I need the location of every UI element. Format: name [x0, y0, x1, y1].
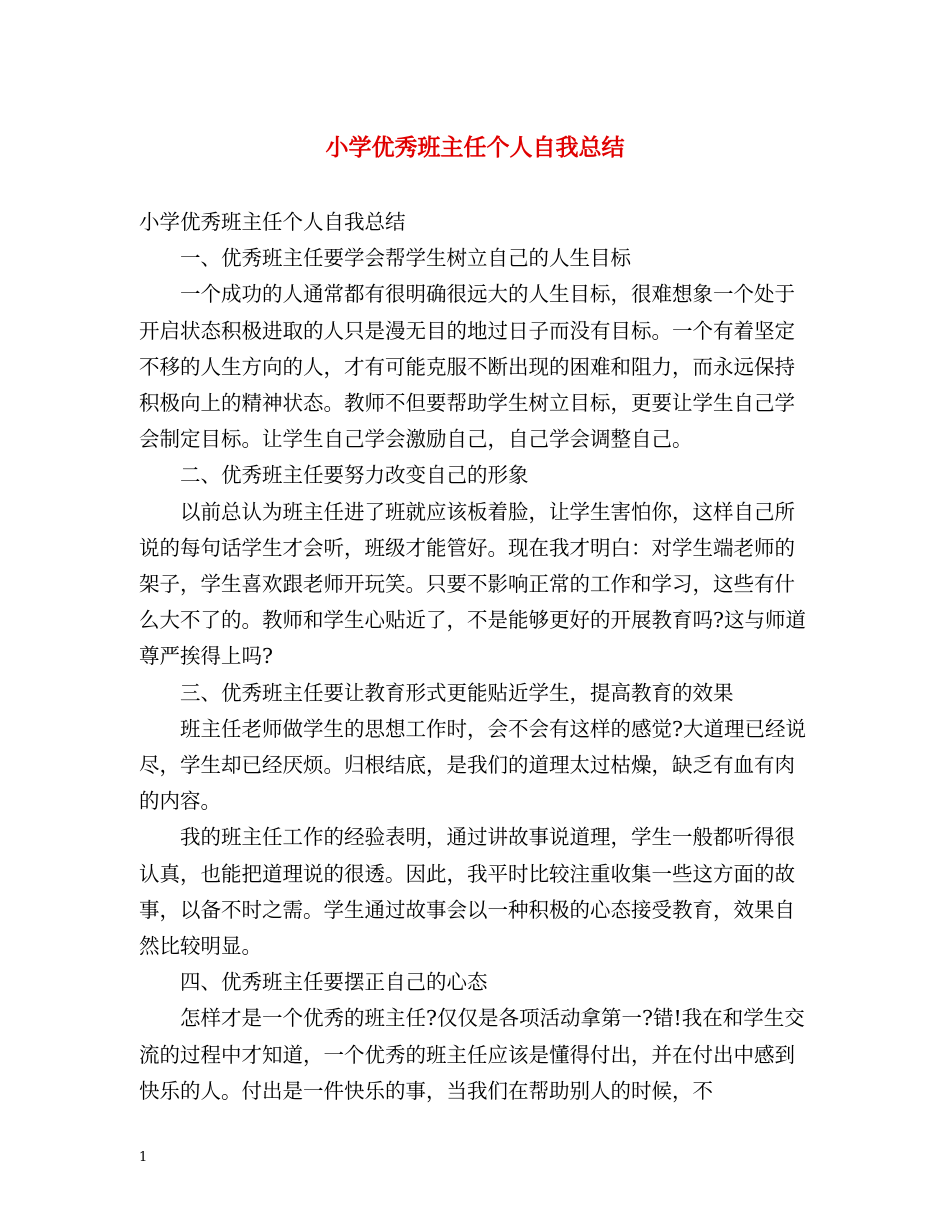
page-title: 小学优秀班主任个人自我总结	[325, 134, 625, 161]
document-body	[139, 204, 815, 1109]
paragraph: 怎样才是一个优秀的班主任?仅仅是各项活动拿第一?错!我在和学生交流的过程中才知道，一个优秀的班主任应该是懂得付出，并在付出中感到快乐的人。付出是一件快乐的事，当我们在帮助别人的时候，不	[139, 1006, 805, 1103]
paragraph: 以前总认为班主任进了班就应该板着脸，让学生害怕你，这样自己所说的每句话学生才会听，班级才能管好。现在我才明白：对学生端老师的架子，学生喜欢跟老师开玩笑。只要不影响正常的工作和学习，这些有什么大不了的。教师和学生心贴近了，不是能够更好的开展教育吗?这与师道尊严挨得上吗?	[139, 499, 806, 669]
paragraph: 小学优秀班主任个人自我总结	[139, 210, 406, 234]
paragraph: 班主任老师做学生的思想工作时，会不会有这样的感觉?大道理已经说尽，学生却已经厌烦。归根结底，是我们的道理太过枯燥，缺乏有血有肉的内容。	[139, 716, 806, 814]
paragraph: 我的班主任工作的经验表明，通过讲故事说道理，学生一般都听得很认真，也能把道理说的很透。因此，我平时比较注重收集一些这方面的故事，以备不时之需。学生通过故事会以一种积极的心态接受教育，效果自然比较明显。	[139, 825, 795, 959]
section-heading: 一、优秀班主任要学会帮学生树立自己的人生目标	[180, 246, 631, 271]
section-heading: 四、优秀班主任要摆正自己的心态	[180, 970, 488, 995]
section-heading: 二、优秀班主任要努力改变自己的形象	[180, 463, 529, 488]
paragraph: 一个成功的人通常都有很明确很远大的人生目标，很难想象一个处于开启状态积极进取的人只是漫无目的地过日子而没有目标。一个有着坚定不移的人生方向的人，才有可能克服不断出现的困难和阻力，而永远保持积极向上的精神状态。教师不但要帮助学生树立目标，更要让学生自己学会制定目标。让学生自己学会激励自己，自己学会调整自己。	[139, 282, 795, 452]
page-number: 1	[139, 1150, 148, 1165]
section-heading: 三、优秀班主任要让教育形式更能贴近学生，提高教育的效果	[180, 680, 734, 705]
